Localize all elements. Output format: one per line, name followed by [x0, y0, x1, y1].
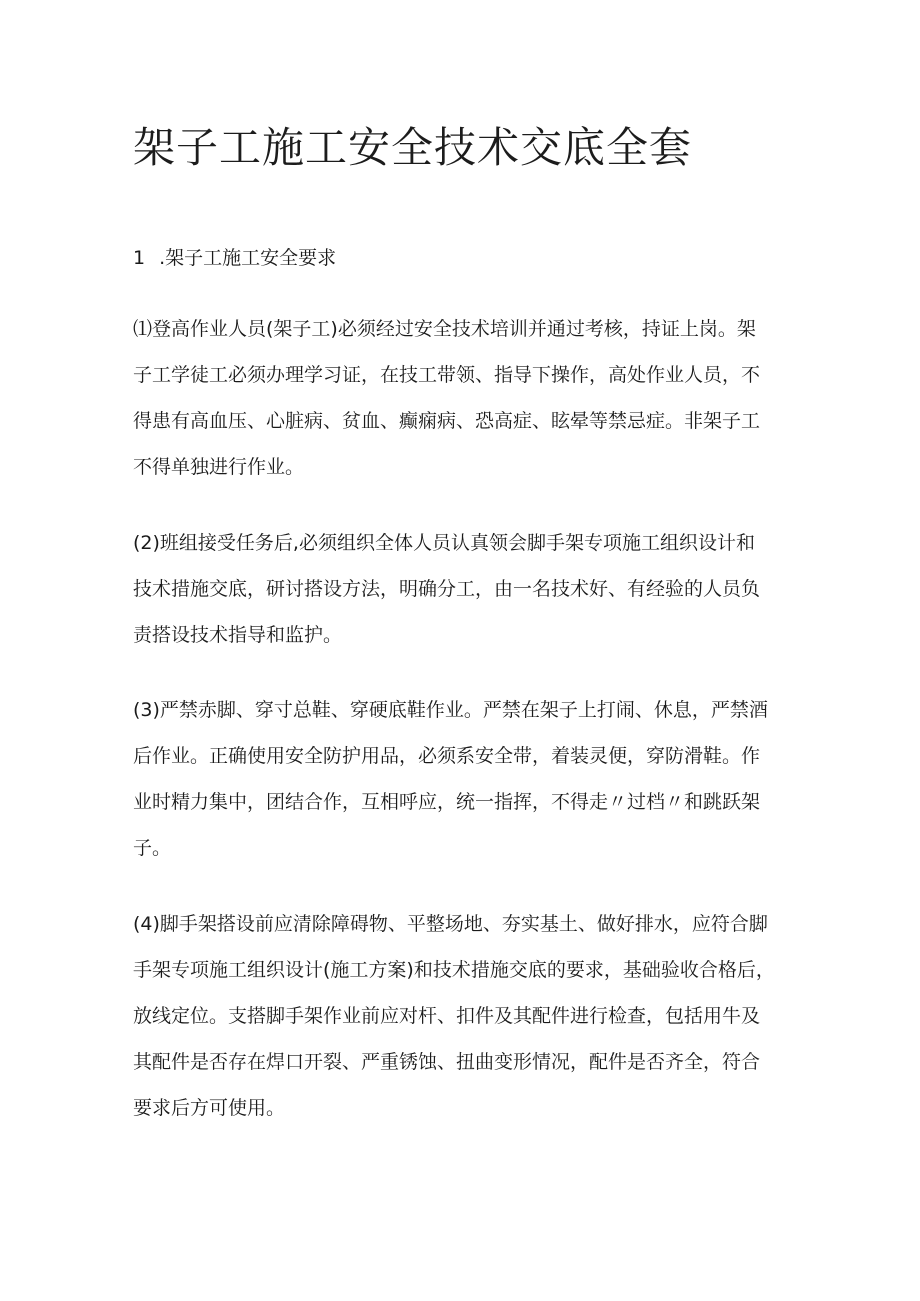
paragraph-line: 要求后方可使用。	[133, 1097, 286, 1119]
paragraph-line: 子工学徒工必须办理学习证，在技工带领、指导下操作，高处作业人员，不	[133, 364, 761, 386]
paragraph-line: 手架专项施工组织设计(施工方案)和技术措施交底的要求，基础验收合格后，	[133, 959, 775, 981]
paragraph-line: 其配件是否存在焊口开裂、严重锈蚀、扭曲变形情况，配件是否齐全，符合	[133, 1051, 761, 1073]
paragraph-1	[133, 306, 798, 490]
paragraph-line: ⑴登高作业人员(架子工)必须经过安全技术培训并通过考核，持证上岗。架	[133, 318, 756, 340]
paragraph-line: 后作业。正确使用安全防护用品，必须系安全带，着装灵便，穿防滑鞋。作	[133, 745, 761, 767]
paragraph-line: 得患有高血压、心脏病、贫血、癫痫病、恐高症、眩晕等禁忌症。非架子工	[133, 410, 761, 432]
paragraph-line: (4)脚手架搭设前应清除障碍物、平整场地、夯实基土、做好排水，应符合脚	[133, 913, 768, 935]
document-title: 架子工施工安全技术交底全套	[133, 123, 693, 172]
paragraph-line: 不得单独进行作业。	[133, 456, 305, 478]
section-number: 1	[133, 247, 146, 269]
paragraph-line: 业时精力集中，团结合作，互相呼应，统一指挥，不得走〃过档〃和跳跃架	[133, 791, 761, 813]
paragraph-line: 责搭设技术指导和监护。	[133, 624, 343, 646]
paragraph-line: (3)严禁赤脚、穿寸总鞋、穿硬底鞋作业。严禁在架子上打闹、休息，严禁酒	[133, 699, 768, 721]
paragraph-2	[133, 520, 798, 658]
paragraph-line: (2)班组接受任务后,必须组织全体人员认真领会脚手架专项施工组织设计和	[133, 532, 755, 554]
section-heading	[133, 240, 336, 276]
paragraph-line: 放线定位。支搭脚手架作业前应对杆、扣件及其配件进行检查，包括用牛及	[133, 1005, 761, 1027]
paragraph-4	[133, 901, 798, 1131]
paragraph-line: 子。	[133, 837, 172, 859]
section-heading-text: .架子工施工安全要求	[159, 247, 337, 269]
paragraph-3	[133, 687, 798, 871]
paragraph-line: 技术措施交底，研讨搭设方法，明确分工，由一名技术好、有经验的人员负	[133, 578, 761, 600]
